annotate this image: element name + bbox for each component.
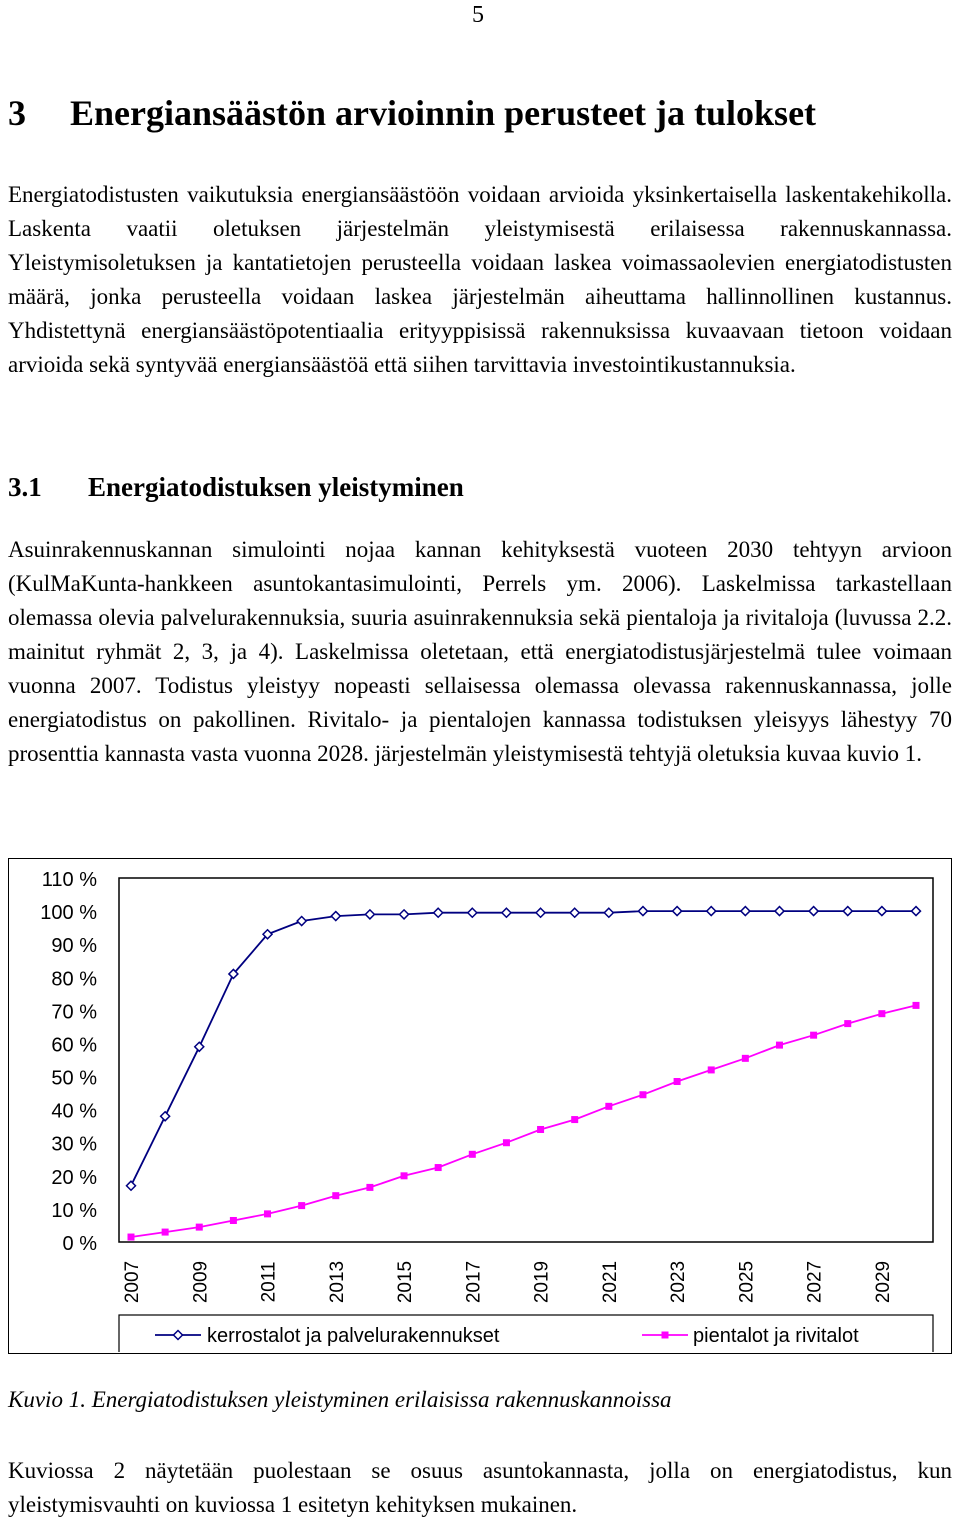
legend-marker <box>174 1331 183 1340</box>
data-point <box>639 1091 646 1098</box>
data-point <box>365 910 374 919</box>
y-tick-label: 40 % <box>51 1100 97 1123</box>
data-point <box>810 1032 817 1039</box>
data-point <box>877 907 886 916</box>
data-point <box>298 1202 305 1209</box>
data-point <box>400 910 409 919</box>
chapter-number: 3 <box>8 93 26 133</box>
chapter-heading <box>8 92 816 134</box>
x-tick-label: 2009 <box>190 1260 212 1304</box>
data-point <box>742 1055 749 1062</box>
y-tick-label: 100 % <box>40 902 97 925</box>
chapter-title: Energiansäästön arvioinnin perusteet ja tulokset <box>70 93 817 133</box>
x-tick-label: 2015 <box>395 1260 417 1304</box>
data-point <box>741 907 750 916</box>
data-point <box>912 907 921 916</box>
series-line <box>131 1005 916 1237</box>
legend-label: pientalot ja rivitalot <box>693 1325 859 1347</box>
x-tick-label: 2029 <box>872 1260 894 1304</box>
x-tick-label: 2017 <box>463 1260 485 1304</box>
data-point <box>332 1192 339 1199</box>
y-tick-label: 60 % <box>51 1034 97 1057</box>
data-point <box>913 1002 920 1009</box>
data-point <box>469 1151 476 1158</box>
data-point <box>571 1116 578 1123</box>
data-point <box>673 907 682 916</box>
data-point <box>502 908 511 917</box>
data-point <box>128 1234 135 1241</box>
section-heading <box>8 472 464 503</box>
data-point <box>297 917 306 926</box>
data-point <box>844 1020 851 1027</box>
data-point <box>707 907 716 916</box>
data-point <box>264 1210 271 1217</box>
y-tick-label: 70 % <box>51 1001 97 1024</box>
section-number: 3.1 <box>8 472 42 502</box>
x-tick-label: 2007 <box>122 1260 143 1304</box>
line-chart <box>9 859 950 1352</box>
data-point <box>434 908 443 917</box>
intro-paragraph: Energiatodistusten vaikutuksia energiansäästöön voidaan arvioida yksinkertaisella laskentakehikolla. Laskenta vaatii oletuksen järjestelmän yleistymisestä erilaisessa rakennuskannassa. Yleistymisoletuksen ja kantatietojen perusteella voidaan laskea voimassaolevien energiatodistusten määrä, jonka perusteella voidaan laskea järjestelmän aiheuttama hallinnollinen kustannus. Yhdistettynä energiansäästöpotentiaalia erityyppisissä rakennuksissa kuvaavaan tietoon voidaan arvioida sekä syntyvää energiansäästöä että siihen tarvittavia investointikustannuksia. <box>8 182 952 377</box>
y-tick-label: 20 % <box>51 1166 97 1189</box>
data-point <box>161 1112 170 1121</box>
y-tick-label: 30 % <box>51 1133 97 1156</box>
x-tick-label: 2019 <box>531 1260 553 1304</box>
data-point <box>230 1217 237 1224</box>
chart-frame <box>8 858 952 1354</box>
series-line <box>131 911 916 1186</box>
data-point <box>775 907 784 916</box>
data-point <box>878 1010 885 1017</box>
data-point <box>196 1224 203 1231</box>
data-point <box>776 1042 783 1049</box>
data-point <box>708 1066 715 1073</box>
closing-paragraph: Kuviossa 2 näytetään puolestaan se osuus asuntokannasta, jolla on energiatodistus, kun yleistymisvauhti on kuviossa 1 esitetyn kehityksen mukainen. <box>8 1458 952 1517</box>
data-point <box>162 1229 169 1236</box>
data-point <box>401 1172 408 1179</box>
x-tick-label: 2023 <box>668 1260 690 1304</box>
data-point <box>638 907 647 916</box>
data-point <box>809 907 818 916</box>
y-tick-label: 10 % <box>51 1199 97 1222</box>
y-tick-label: 110 % <box>41 869 97 891</box>
figure-caption: Kuvio 1. Energiatodistuksen yleistyminen erilaisissa rakennuskannoissa <box>8 1387 672 1412</box>
data-point <box>195 1042 204 1051</box>
data-point <box>366 1184 373 1191</box>
legend-marker <box>662 1332 669 1339</box>
data-point <box>570 908 579 917</box>
plot-area <box>119 878 933 1242</box>
y-tick-label: 90 % <box>51 935 97 958</box>
data-point <box>605 1103 612 1110</box>
data-point <box>468 908 477 917</box>
data-point <box>503 1139 510 1146</box>
data-point <box>127 1181 136 1190</box>
data-point <box>435 1164 442 1171</box>
x-tick-label: 2021 <box>599 1260 621 1304</box>
data-point <box>843 907 852 916</box>
data-point <box>331 912 340 921</box>
page-number: 5 <box>472 2 484 28</box>
y-tick-label: 50 % <box>51 1067 97 1090</box>
section-title: Energiatodistuksen yleistyminen <box>88 472 464 502</box>
y-tick-label: 0 % <box>62 1233 97 1255</box>
x-tick-label: 2011 <box>258 1261 280 1303</box>
y-tick-label: 80 % <box>51 968 97 991</box>
x-tick-label: 2025 <box>736 1260 758 1304</box>
data-point <box>537 1126 544 1133</box>
legend-label: kerrostalot ja palvelurakennukset <box>207 1325 500 1347</box>
x-tick-label: 2013 <box>326 1260 348 1304</box>
data-point <box>674 1078 681 1085</box>
data-point <box>536 908 545 917</box>
data-point <box>604 908 613 917</box>
section-paragraph: Asuinrakennuskannan simulointi nojaa kannan kehityksestä vuoteen 2030 tehtyyn arvioon (KulMaKunta-hankkeen asuntokantasimulointi, Perrels ym. 2006). Laskelmissa tarkastellaan olemassa olevia palvelurakennuksia, suuria asuinrakennuksia sekä pientaloja ja rivitaloja (luvussa 2.2. mainitut ryhmät 2, 3, ja 4). Laskelmissa oletetaan, että energiatodistusjärjestelmä tulee voimaan vuonna 2007. Todistus yleistyy nopeasti sellaisessa olemassa olevassa rakennuskannassa, jolle energiatodistus on pakollinen. Rivitalo- ja pientalojen kannassa todistuksen yleisyys lähestyy 70 prosenttia kannasta vasta vuonna 2028. järjestelmän yleistymisestä tehtyjä oletuksia kuvaa kuvio 1. <box>8 537 952 766</box>
x-tick-label: 2027 <box>804 1260 826 1304</box>
